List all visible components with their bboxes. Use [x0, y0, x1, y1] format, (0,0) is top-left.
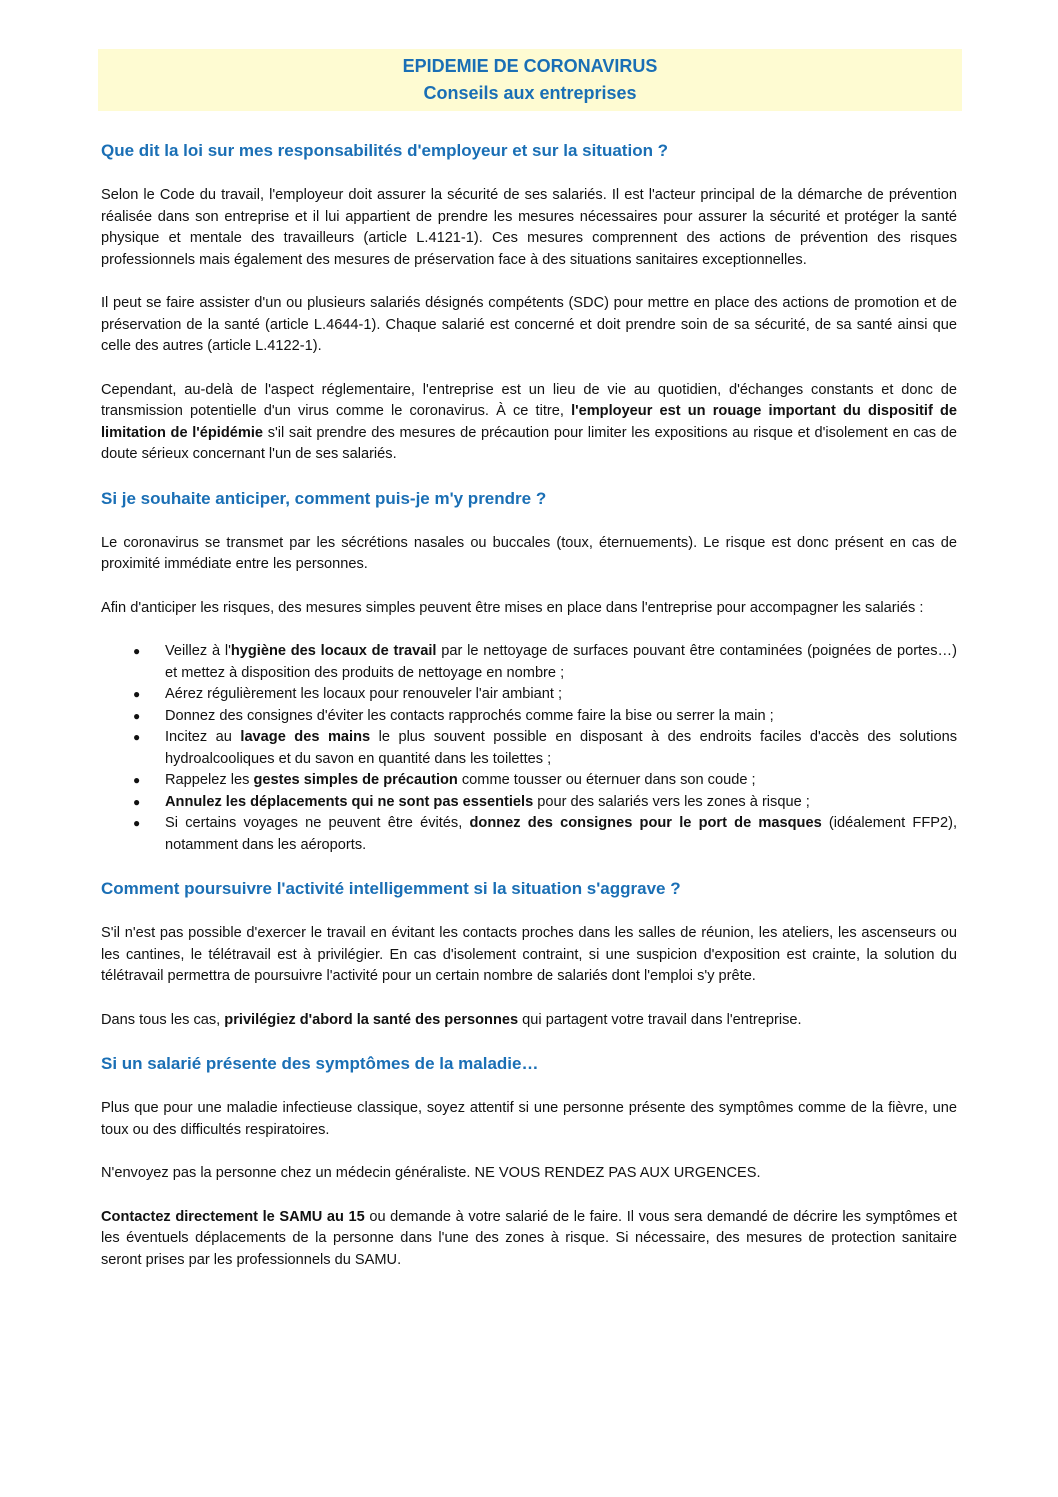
text-run: Donnez des consignes d'éviter les contacts rapprochés comme faire la bise ou serrer la main ;	[165, 707, 774, 724]
bullet-dot-icon: ●	[133, 687, 141, 701]
document-subtitle: Conseils aux entreprises	[423, 83, 637, 103]
paragraph	[101, 1163, 957, 1185]
document-body	[101, 140, 957, 1293]
paragraph	[101, 598, 957, 620]
bold-text: hygiène des locaux de travail	[230, 643, 437, 659]
section-heading: Comment poursuivre l'activité intelligemment si la situation s'aggrave ?	[101, 879, 681, 898]
text-run: Plus que pour une maladie infectieuse classique, soyez attentif si une personne présente des symptômes comme de la fièvre, une toux ou des difficultés respiratoires.	[101, 1100, 957, 1138]
text-run: Dans tous les cas,	[101, 1011, 225, 1028]
bold-text: lavage des mains	[240, 729, 371, 745]
text-run: Il peut se faire assister d'un ou plusieurs salariés désignés compétents (SDC) pour mettre en place des actions de promotion et de préservation de la santé (article L.4644-1). Chaque salarié est concerné et doit prendre soin de sa sécurité, de sa santé ainsi que celle des autres (article L.4122-1).	[101, 295, 957, 354]
bullet-item	[101, 792, 957, 814]
text-run: pour des salariés vers les zones à risque ;	[533, 793, 810, 810]
text-run: Le coronavirus se transmet par les sécrétions nasales ou buccales (toux, éternuements). Le risque est donc présent en cas de proximité immédiate entre les personnes.	[101, 534, 957, 572]
text-run: le plus souvent possible en disposant à des endroits faciles d'accès des solutions hydroalcooliques et du savon en quantité dans les toilettes ;	[165, 729, 957, 767]
text-run: s'il sait prendre des mesures de précaution pour limiter les expositions au risque et d'isolement en cas de doute sérieux concernant l'un de ses salariés.	[101, 424, 957, 462]
section-heading: Si un salarié présente des symptômes de la maladie…	[101, 1054, 539, 1073]
bullet-dot-icon: ●	[133, 794, 141, 809]
paragraph	[101, 1010, 957, 1032]
text-run: Afin d'anticiper les risques, des mesures simples peuvent être mises en place dans l'entreprise pour accompagner les salariés :	[101, 599, 924, 616]
bullet-dot-icon: ●	[133, 816, 141, 830]
text-run: Cependant, au-delà de l'aspect réglementaire, l'entreprise est un lieu de vie au quotidien, d'échanges constants et donc de transmission potentielle d'un virus comme le coronavirus. À ce titre,	[101, 381, 957, 419]
text-run: Aérez régulièrement les locaux pour renouveler l'air ambiant ;	[165, 686, 563, 702]
text-run: Veillez à l'	[165, 643, 231, 659]
bullet-dot-icon: ●	[133, 708, 141, 723]
text-run: qui partagent votre travail dans l'entreprise.	[518, 1011, 802, 1028]
bullet-item	[101, 727, 957, 770]
text-run: Selon le Code du travail, l'employeur doit assurer la sécurité de ses salariés. Il est l'acteur principal de la démarche de prévention réalisée dans son entreprise et il lui appartient de prendre les mesures nécessaires pour assurer la sécurité et protéger la santé physique et mentale des travailleurs (article L.4121-1). Ces mesures comprennent des actions de prévention des risques professionnels mais également des mesures de préservation face à des situations sanitaires exceptionnelles.	[101, 187, 957, 268]
bold-text: Contactez directement le SAMU au 15	[101, 1208, 365, 1225]
text-run: N'envoyez pas la personne chez un médecin généraliste. NE VOUS RENDEZ PAS AUX URGENCES.	[101, 1165, 761, 1181]
bullet-item	[101, 641, 957, 684]
text-run: Si certains voyages ne peuvent être évités,	[165, 815, 470, 831]
title-banner	[98, 49, 962, 111]
bullet-dot-icon: ●	[133, 730, 141, 744]
bullet-item	[101, 770, 957, 792]
text-run: ou demande à votre salarié de le faire. Il vous sera demandé de décrire les symptômes et les éventuels déplacements de la personne dans l'une des zones à risque. Si nécessaire, des mesures de protection sanitaire seront prises par les professionnels du SAMU.	[101, 1208, 957, 1268]
bullet-item	[101, 813, 957, 856]
bullet-item	[101, 706, 957, 728]
bullet-item	[101, 684, 957, 706]
text-run: S'il n'est pas possible d'exercer le travail en évitant les contacts proches dans les salles de réunion, les ateliers, les ascenseurs ou les cantines, le télétravail est à privilégier. En cas d'isolement contraint, si une suspicion d'exposition est crainte, la solution du télétravail permettra de poursuivre l'activité pour un certain nombre de salariés dont l'emploi s'y prête.	[101, 925, 957, 984]
bullet-dot-icon: ●	[133, 644, 141, 658]
bold-text: privilégiez d'abord la santé des personnes	[224, 1011, 519, 1028]
paragraph	[101, 1098, 957, 1141]
bold-text: donnez des consignes pour le port de masques	[469, 815, 822, 831]
bullet-list	[101, 641, 957, 856]
paragraph	[101, 293, 957, 358]
paragraph	[101, 185, 957, 271]
bullet-dot-icon: ●	[133, 773, 141, 787]
bold-text: gestes simples de précaution	[253, 772, 458, 788]
bold-text: Annulez les déplacements qui ne sont pas essentiels	[165, 793, 534, 810]
text-run: Incitez au	[165, 729, 241, 745]
paragraph	[101, 923, 957, 988]
section-heading: Si je souhaite anticiper, comment puis-je m'y prendre ?	[101, 488, 547, 508]
document-title: EPIDEMIE DE CORONAVIRUS	[402, 56, 658, 76]
text-run: (idéalement FFP2), notamment dans les aéroports.	[165, 815, 957, 853]
bold-text: l'employeur est un rouage important du dispositif de limitation de l'épidémie	[101, 403, 957, 441]
paragraph	[101, 380, 957, 466]
text-run: par le nettoyage de surfaces pouvant être contaminées (poignées de portes…) et mettez à disposition des produits de nettoyage en nombre ;	[165, 643, 957, 681]
text-run: comme tousser ou éternuer dans son coude ;	[457, 772, 756, 788]
text-run: Rappelez les	[165, 772, 254, 788]
paragraph	[101, 1207, 957, 1272]
paragraph	[101, 533, 957, 576]
section-heading: Que dit la loi sur mes responsabilités d'employeur et sur la situation ?	[101, 141, 669, 160]
